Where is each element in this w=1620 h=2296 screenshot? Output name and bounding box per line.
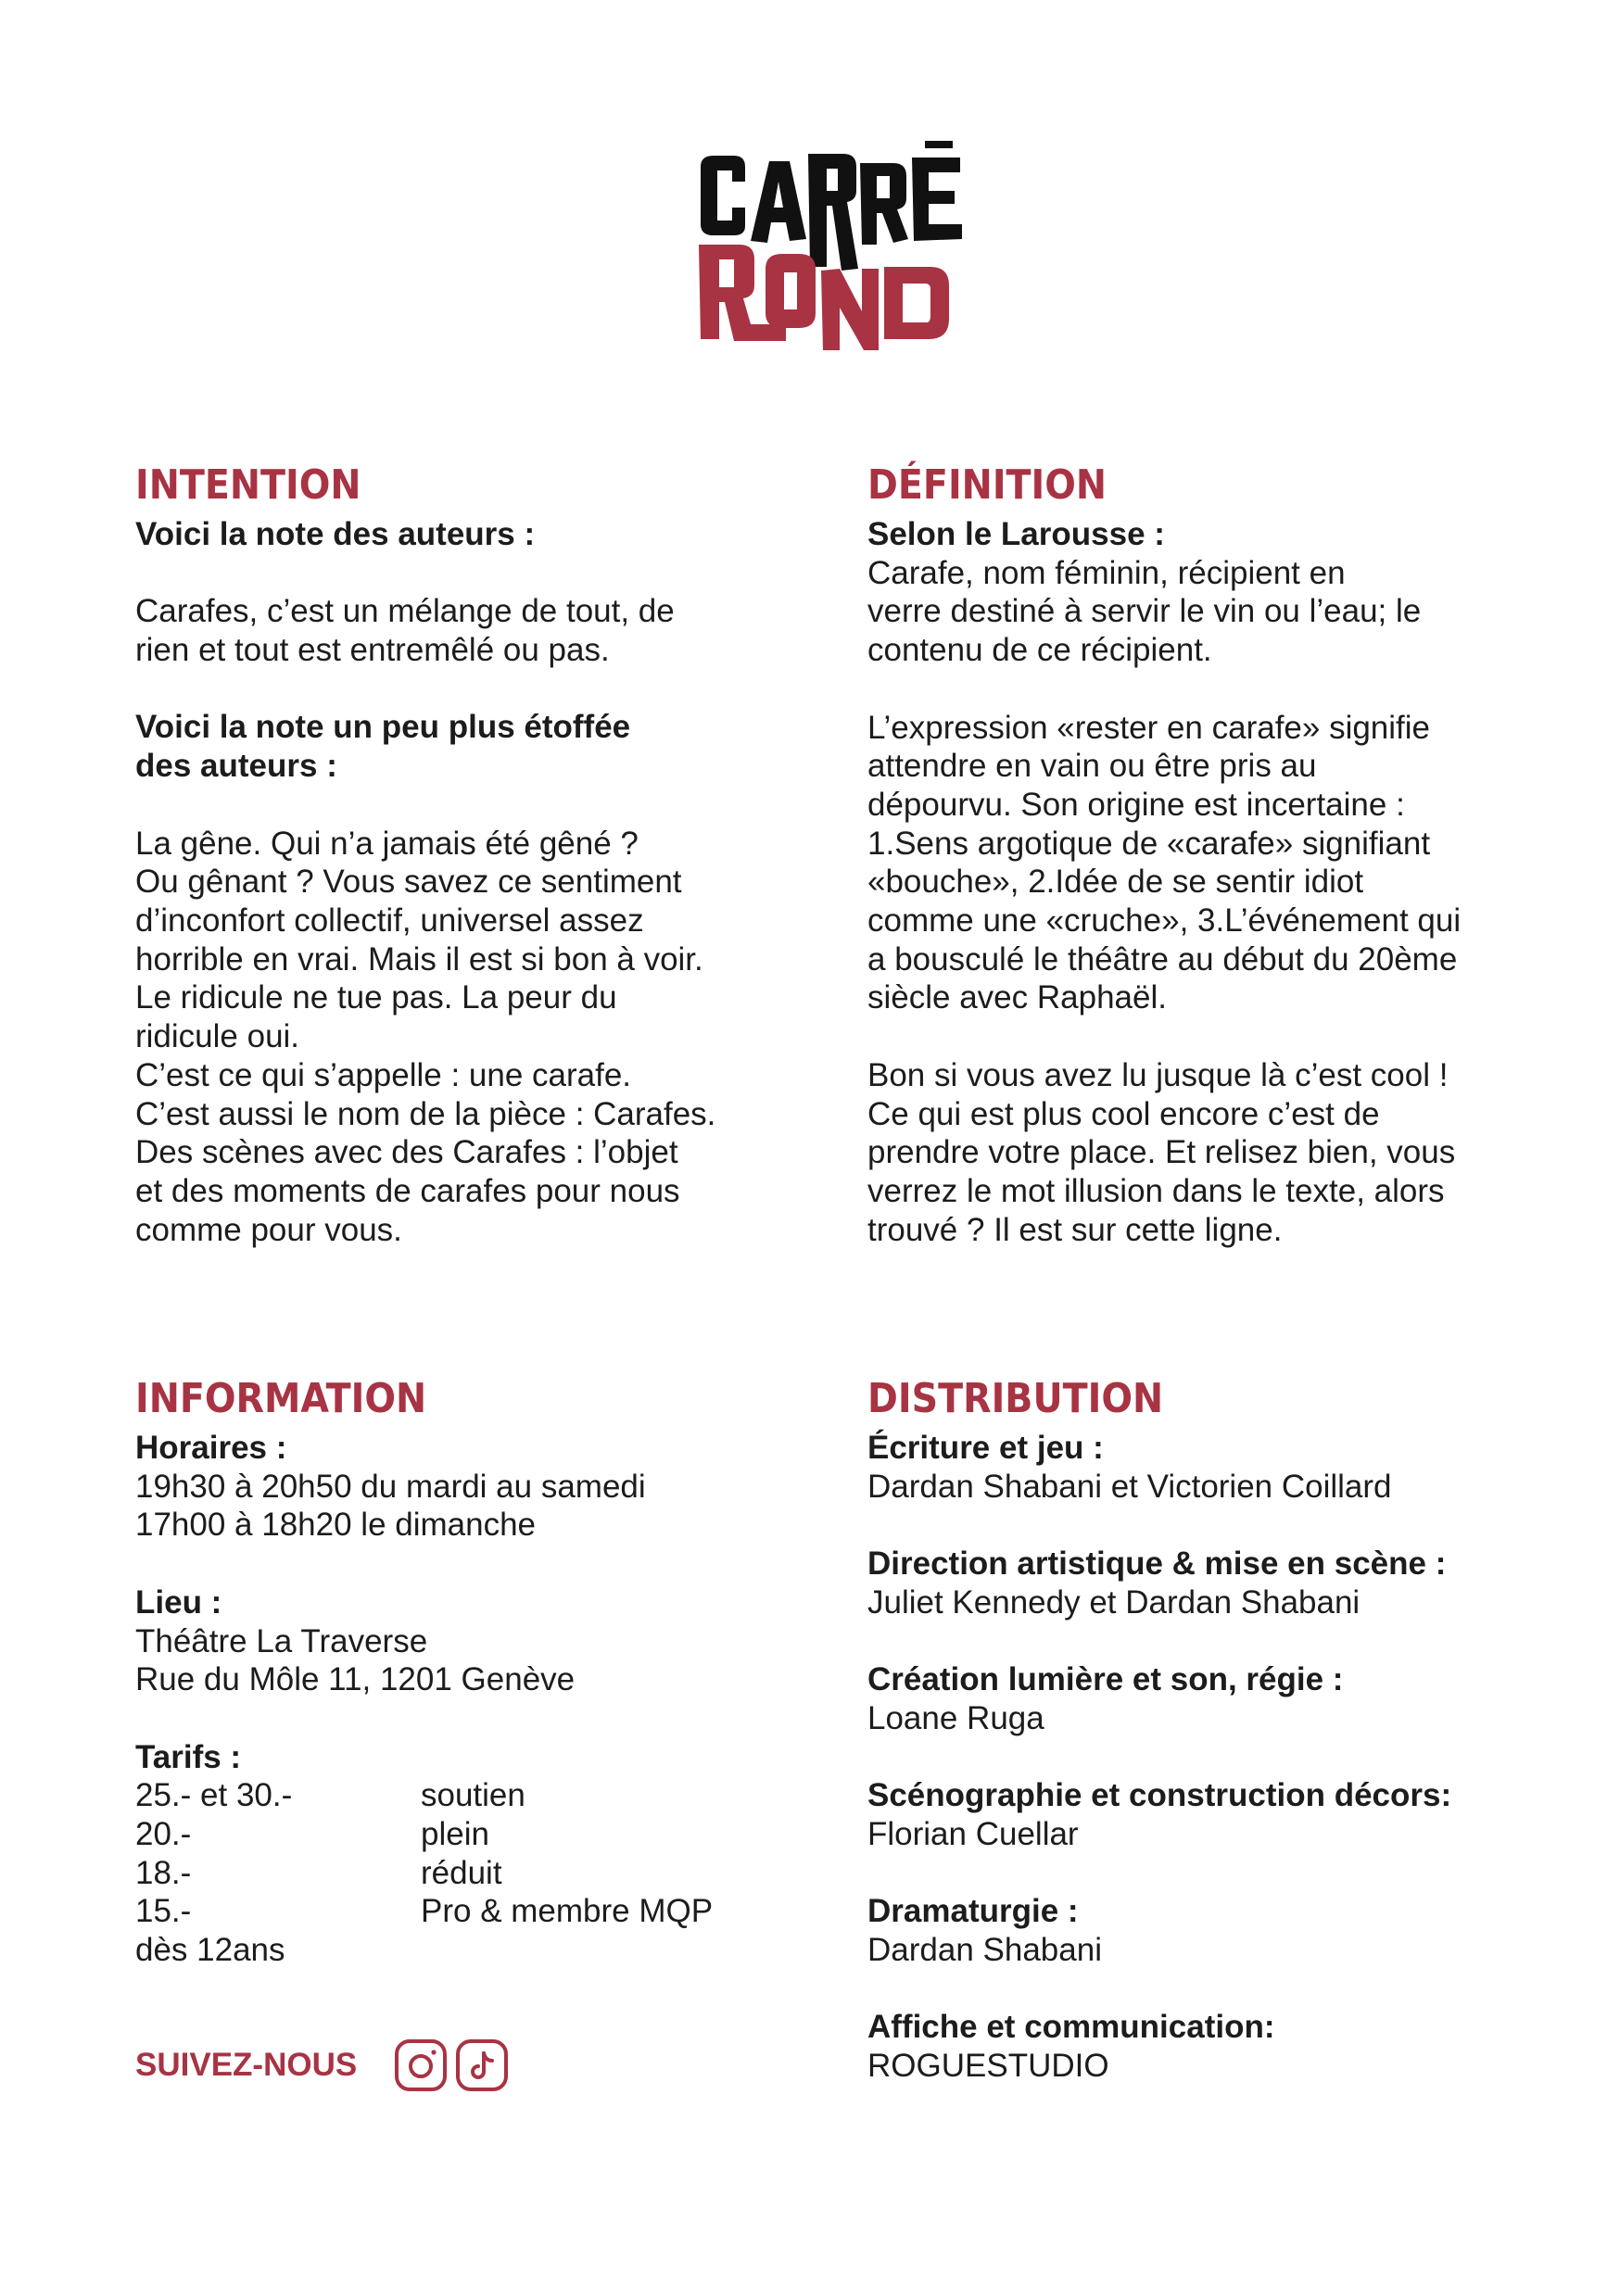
instagram-icon[interactable] (394, 2038, 448, 2092)
tarif-type: Pro & membre MQP (421, 1893, 714, 1930)
definition-subtitle: Selon le Larousse : (867, 516, 1165, 552)
role-people: Loane Ruga (867, 1699, 1044, 1736)
tarif-row (135, 1776, 803, 1815)
role-people: Florian Cuellar (867, 1815, 1079, 1852)
horaires-label: Horaires : (135, 1430, 287, 1466)
information-heading: INFORMATION (135, 1375, 427, 1422)
horaires-value: 19h30 à 20h50 du mardi au samedi 17h00 à 18h20 le dimanche (135, 1468, 646, 1544)
intention-subtitle-1: Voici la note des auteurs : (135, 516, 536, 552)
intention-paragraph-1: Carafes, c’est un mélange de tout, de rien et tout est entremêlé ou pas. (135, 593, 675, 669)
tarif-type: plein (421, 1816, 489, 1852)
role-label: Écriture et jeu : (867, 1430, 1104, 1466)
distribution-heading: DISTRIBUTION (867, 1375, 1164, 1422)
role-label: Affiche et communication: (867, 2009, 1275, 2046)
lieu-label: Lieu : (135, 1583, 222, 1621)
tiktok-icon[interactable] (455, 2038, 509, 2092)
tarifs-table (135, 1776, 803, 1931)
information-section (135, 1375, 803, 1970)
tarif-row (135, 1892, 803, 1931)
distribution-section (867, 1375, 1572, 2086)
tarif-row (135, 1815, 803, 1854)
definition-paragraph-3: Bon si vous avez lu jusque là c’est cool ! Ce qui est plus cool encore c’est de prendre votre place. Et relisez bien, vous verrez le mot illusion dans le texte, alors trouvé ? Il est sur cette ligne. (867, 1056, 1456, 1248)
tarif-price: 15.- (135, 1893, 192, 1930)
role-people: Dardan Shabani (867, 1932, 1102, 1969)
tarif-price: 20.- (135, 1816, 192, 1852)
tarif-type: soutien (421, 1777, 525, 1814)
role-people: ROGUESTUDIO (867, 2048, 1109, 2085)
role-people: Juliet Kennedy et Dardan Shabani (867, 1583, 1361, 1621)
follow-us-label: SUIVEZ-NOUS (135, 2047, 358, 2083)
role-label: Création lumière et son, régie : (867, 1661, 1344, 1698)
tarif-price: 18.- (135, 1854, 192, 1891)
tarifs-label: Tarifs : (135, 1738, 242, 1775)
definition-heading: DÉFINITION (867, 461, 1107, 509)
role-people: Dardan Shabani et Victorien Coillard (867, 1468, 1392, 1505)
tarif-price: 25.- et 30.- (135, 1777, 293, 1814)
intention-heading: INTENTION (135, 461, 361, 509)
intention-section (135, 461, 803, 1249)
carre-rond-logo (697, 130, 975, 352)
role-label: Scénographie et construction décors: (867, 1777, 1452, 1814)
tarif-type: réduit (421, 1854, 502, 1891)
tarif-row (135, 1854, 803, 1893)
intention-paragraph-2: La gêne. Qui n’a jamais été gêné ? Ou gênant ? Vous savez ce sentiment d’inconfort collectif, universel assez horrible en vrai. Mais il est si bon à voir. Le ridicule ne tue pas. La peur du ridicule oui. C’est ce qui s’appelle : une carafe. C’est aussi le nom de la pièce : Carafes. Des scènes avec des Carafes : l’objet et des moments de carafes pour nous comme pour vous. (135, 825, 716, 1248)
role-label: Direction artistique & mise en scène : (867, 1545, 1447, 1583)
definition-paragraph-2: L’expression «rester en carafe» signifie attendre en vain ou être pris au dépourvu. Son origine est incertaine : 1.Sens argotique de «carafe» signifiant «bouche», 2.Idée de se sentir idiot comme une «cruche», 3.L’événement qui a bousculé le théâtre au début du 20ème siècle avec Raphaël. (867, 709, 1462, 1016)
definition-paragraph-1: Carafe, nom féminin, récipient en verre destiné à servir le vin ou l’eau; le contenu de ce récipient. (867, 554, 1422, 669)
follow-us (135, 2038, 516, 2092)
role-label: Dramaturgie : (867, 1893, 1079, 1930)
tarifs-note: dès 12ans (135, 1932, 285, 1969)
lieu-value: Théâtre La Traverse Rue du Môle 11, 1201 Genève (135, 1622, 576, 1698)
intention-subtitle-2: Voici la note un peu plus étoffée des auteurs : (135, 709, 631, 785)
definition-section (867, 461, 1572, 1249)
